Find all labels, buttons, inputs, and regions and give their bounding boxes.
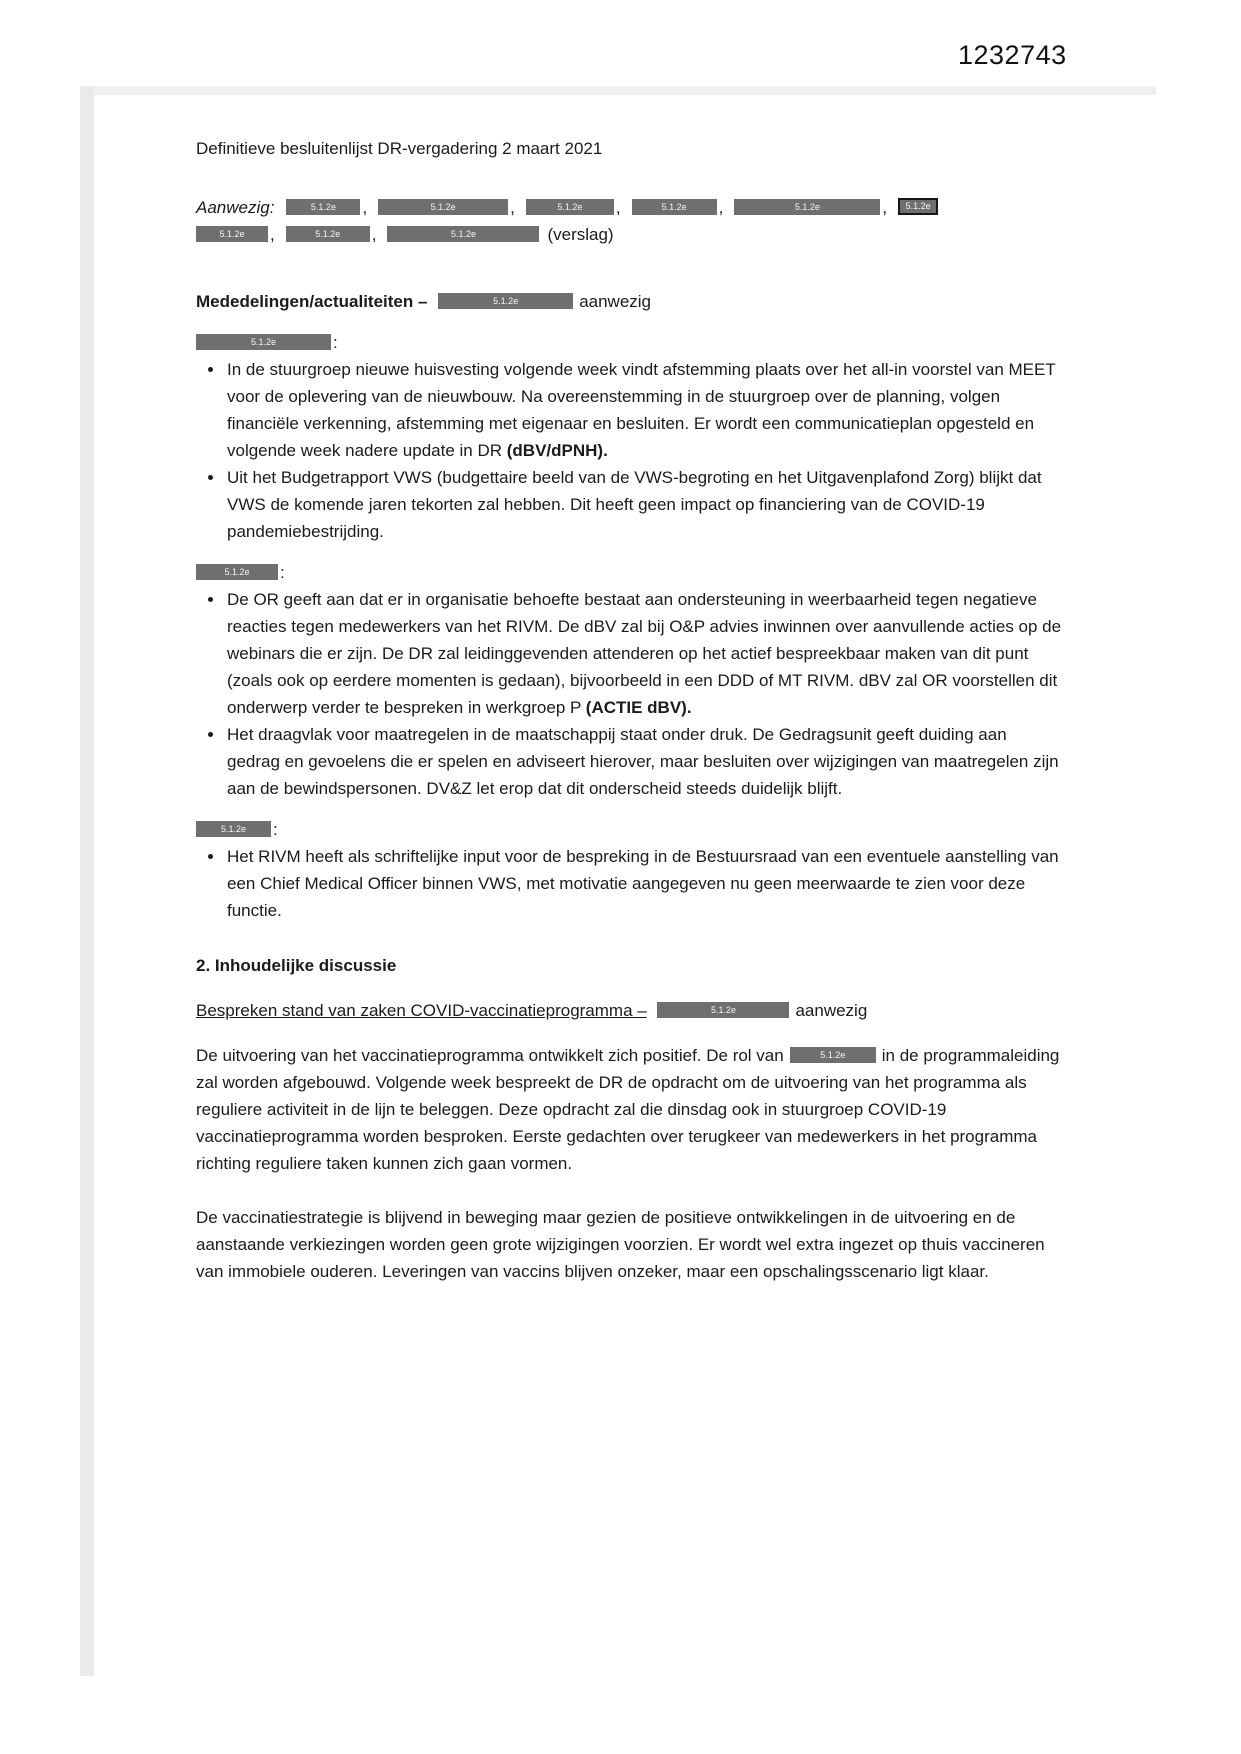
separator: , — [371, 225, 377, 244]
colon: : — [273, 820, 278, 839]
redaction-bar: 5.1.2e — [526, 199, 614, 215]
redaction-bar: 5.1.2e — [632, 199, 717, 215]
bullet-list — [196, 586, 1064, 802]
separator: , — [882, 198, 888, 217]
aanwezig-label: aanwezig — [579, 292, 652, 311]
redaction-bar: 5.1.2e — [196, 821, 271, 837]
separator: , — [615, 198, 621, 217]
bullet-text: Uit het Budgetrapport VWS (budgettaire beeld van de VWS-begroting en het Uitgavenplafond Zorg) blijkt dat VWS de komende jaren tekorten zal hebben. Dit heeft geen impact op financiering van de COVID-19 pandemiebestrijding. — [227, 468, 1042, 541]
attendance-block — [196, 194, 1064, 248]
bullet-text: Het draagvlak voor maatregelen in de maatschappij staat onder druk. De Gedragsunit geeft duiding aan gedrag en gevoelens die er spelen en adviseert hierover, maar besluiten over wijzigingen van maatregelen zijn aan de bewindspersonen. DV&Z let erop dat dit onderscheid steeds duidelijk blijft. — [227, 725, 1059, 798]
redaction-bar: 5.1.2e — [196, 564, 278, 580]
redaction-bar: 5.1.2e — [438, 293, 573, 309]
document-content — [196, 135, 1064, 1302]
speaker-redaction-line — [196, 329, 1064, 356]
colon: : — [280, 563, 285, 582]
bullet-list — [196, 843, 1064, 924]
redaction-bar: 5.1.2e — [790, 1047, 876, 1063]
scan-artifact-top — [80, 86, 1156, 95]
bullet-item — [225, 464, 1064, 545]
bullet-item — [225, 586, 1064, 721]
scan-artifact-left — [80, 86, 94, 1676]
doc-number: 1232743 — [958, 40, 1067, 70]
redaction-bar: 5.1.2e — [898, 198, 938, 215]
paragraph — [196, 1042, 1064, 1177]
mededelingen-heading-line — [196, 288, 1064, 315]
bullet-text-bold: (ACTIE dBV). — [585, 698, 692, 717]
colon: : — [333, 333, 338, 352]
redaction-bar: 5.1.2e — [657, 1002, 789, 1018]
redaction-bar: 5.1.2e — [378, 199, 508, 215]
separator: , — [270, 225, 275, 244]
redaction-bar: 5.1.2e — [286, 226, 370, 242]
attendance-line-2 — [196, 221, 1064, 248]
bullet-text: Het RIVM heeft als schriftelijke input voor de bespreking in de Bestuursraad van een eventuele aanstelling van een Chief Medical Officer binnen VWS, met motivatie aangegeven nu geen meerwaarde te zien voor deze functie. — [227, 847, 1059, 920]
attendance-label: Aanwezig: — [196, 198, 275, 217]
paragraph: De vaccinatiestrategie is blijvend in beweging maar gezien de positieve ontwikkelingen in de uitvoering en de aanstaande verkiezingen worden geen grote wijzigingen voorzien. Er wordt wel extra ingezet op thuis vaccineren van immobiele ouderen. Leveringen van vaccins blijven onzeker, maar een opschalingsscenario ligt klaar. — [196, 1208, 1045, 1281]
redaction-bar: 5.1.2e — [286, 199, 360, 215]
paragraph-text: in de programmaleiding zal worden afgebouwd. Volgende week bespreekt de DR de opdracht om de uitvoering van het programma als reguliere activiteit in de lijn te beleggen. Deze opdracht zal die dinsdag ook in stuurgroep COVID-19 vaccinatieprogramma worden besproken. Eerste gedachten over terugkeer van medewerkers in het programma richting reguliere taken kunnen zich gaan vormen. — [196, 1046, 1060, 1173]
page-title: Definitieve besluitenlijst DR-vergadering 2 maart 2021 — [196, 139, 603, 158]
attendance-line-1 — [196, 194, 1064, 221]
redaction-bar: 5.1.2e — [387, 226, 539, 242]
bullet-list — [196, 356, 1064, 545]
bullet-item — [225, 356, 1064, 464]
discussion-subheading-line — [196, 997, 1064, 1024]
speaker-redaction-line — [196, 816, 1064, 843]
bullet-text: In de stuurgroep nieuwe huisvesting volgende week vindt afstemming plaats over het all-in voorstel van MEET voor de oplevering van de nieuwbouw. Na overeenstemming in de stuurgroep over de planning, volgen financiële verkenning, afstemming met eigenaar en besluiten. Er wordt een communicatieplan opgesteld en volgende week nadere update in DR — [227, 360, 1056, 460]
discussion-heading: 2. Inhoudelijke discussie — [196, 956, 397, 975]
paragraph-text: De uitvoering van het vaccinatieprogramma ontwikkelt zich positief. De rol van — [196, 1046, 784, 1065]
separator: , — [362, 198, 368, 217]
redaction-bar: 5.1.2e — [734, 199, 880, 215]
bullet-text: De OR geeft aan dat er in organisatie behoefte bestaat aan ondersteuning in weerbaarheid tegen negatieve reacties tegen medewerkers van het RIVM. De dBV zal bij O&P advies inwinnen over aanvullende acties op de webinars die er zijn. De DR zal leidinggevenden attenderen op het actief bespreekbaar maken van dit punt (zoals ook op eerdere momenten is gedaan), bijvoorbeeld in een DDD of MT RIVM. dBV zal OR voorstellen dit onderwerp verder te bespreken in werkgroep P — [227, 590, 1062, 717]
aanwezig-label: aanwezig — [795, 1001, 868, 1020]
bullet-item — [225, 843, 1064, 924]
redaction-bar: 5.1.2e — [196, 334, 331, 350]
separator: , — [718, 198, 724, 217]
verslag-note: (verslag) — [547, 225, 614, 244]
bullet-text-bold: (dBV/dPNH). — [506, 441, 608, 460]
section-heading: Mededelingen/actualiteiten – — [196, 292, 428, 311]
redaction-bar: 5.1.2e — [196, 226, 268, 242]
discussion-subheading: Bespreken stand van zaken COVID-vaccinatieprogramma – — [196, 1001, 647, 1020]
speaker-redaction-line — [196, 559, 1064, 586]
bullet-item — [225, 721, 1064, 802]
separator: , — [510, 198, 515, 217]
